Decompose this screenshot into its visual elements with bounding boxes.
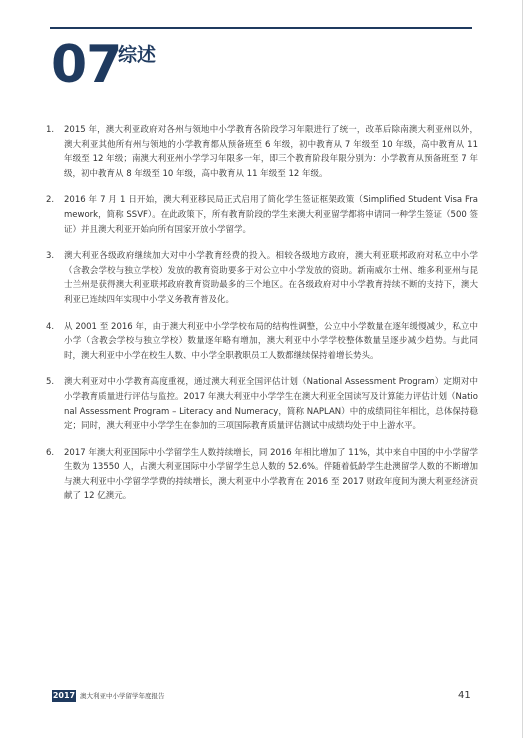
- list-item: [46, 193, 478, 237]
- item-text: 2015 年，澳大利亚政府对各州与领地中小学教育各阶段学习年限进行了统一，改革后除南澳大利亚州以外，澳大利亚其他所有州与领地的小学教育都从预备班至 6 年级，初中教育从 7 年级至 10 年级，高中教育从 11 年级至 12 年级；南澳大利亚州小学学习年限多一年，即三个教育阶段年限分别为：小学教育从预备班至 7 年级，初中教育从 8 年级至 10 年级，高中教育从 11 年级至 12 年级。: [64, 125, 478, 179]
- item-text: 从 2001 至 2016 年，由于澳大利亚中小学学校布局的结构性调整，公立中小学数量在逐年缓慢减少，私立中小学（含教会学校与独立学校）数量逐年略有增加，澳大利亚中小学学校整体数量呈逐步减少趋势。与此同时，澳大利亚中小学在校生人数、中小学全职教职员工人数都继续保持着增长势头。: [64, 321, 478, 361]
- item-text: 2017 年澳大利亚国际中小学留学生人数持续增长，同 2016 年相比增加了 11%，其中来自中国的中小学留学生数为 13550 人，占澳大利亚国际中小学留学生总人数的 52.6%。伴随着低龄学生赴澳留学人数的不断增加与澳大利亚中小学留学学费的持续增长，澳大利亚中小学教育在 2016 至 2017 财政年度间为澳大利亚经济贡献了 12 亿澳元。: [64, 447, 478, 502]
- item-number: 3.: [46, 251, 55, 262]
- item-text: 澳大利亚对中小学教育高度重视，通过澳大利亚全国评估计划（National Assessment Program）定期对中小学教育质量进行评估与监控。2017 年澳大利亚中小学学生在澳大利亚全国读写及计算能力评估计划（National Assessment Program – Literacy and Numeracy，简称 NAPLAN）中的成绩同往年相比，总体保持稳定；同时，澳大利亚中小学学生在参加的三项国际教育质量评估测试中成绩均处于中上游水平。: [64, 377, 478, 432]
- footer-report-title: 澳大利亚中小学留学年度报告: [80, 692, 165, 700]
- list-item: [46, 375, 478, 433]
- section-number: 07: [51, 35, 122, 95]
- list-item: [46, 123, 478, 181]
- item-text: 澳大利亚各级政府继续加大对中小学教育经费的投入。相较各级地方政府，澳大利亚联邦政府对私立中小学（含教会学校与独立学校）发放的教育资助要多于对公立中小学发放的资助。新南威尔士州、维多利亚州与昆士兰州是获得澳大利亚联邦政府教育资助最多的三个地区。在各级政府对中小学教育持续不断的支持下，澳大利亚已连续四年实现中小学义务教育普及化。: [64, 251, 478, 305]
- footer-year-badge: 2017: [52, 691, 76, 700]
- list-item: [46, 249, 478, 307]
- item-number: 5.: [46, 377, 55, 388]
- item-number: 2.: [46, 195, 55, 206]
- list-item: [46, 320, 478, 364]
- item-number: 6.: [46, 447, 55, 458]
- header-rule: [50, 27, 472, 29]
- summary-list: [46, 123, 478, 516]
- item-text: 2016 年 7 月 1 日开始，澳大利亚移民局正式启用了简化学生签证框架政策（Simplified Student Visa Framework，简称 SSVF）。在此政策下，所有教育阶段的学生来澳大利亚留学都将申请同一种学生签证（500 签证）并且澳大利亚开始向所有国家开放小学留学。: [64, 195, 478, 235]
- item-number: 4.: [46, 321, 55, 332]
- section-title: 综述: [118, 44, 157, 66]
- page-number: 41: [458, 690, 471, 701]
- item-number: 1.: [46, 125, 55, 135]
- list-item: [46, 446, 478, 504]
